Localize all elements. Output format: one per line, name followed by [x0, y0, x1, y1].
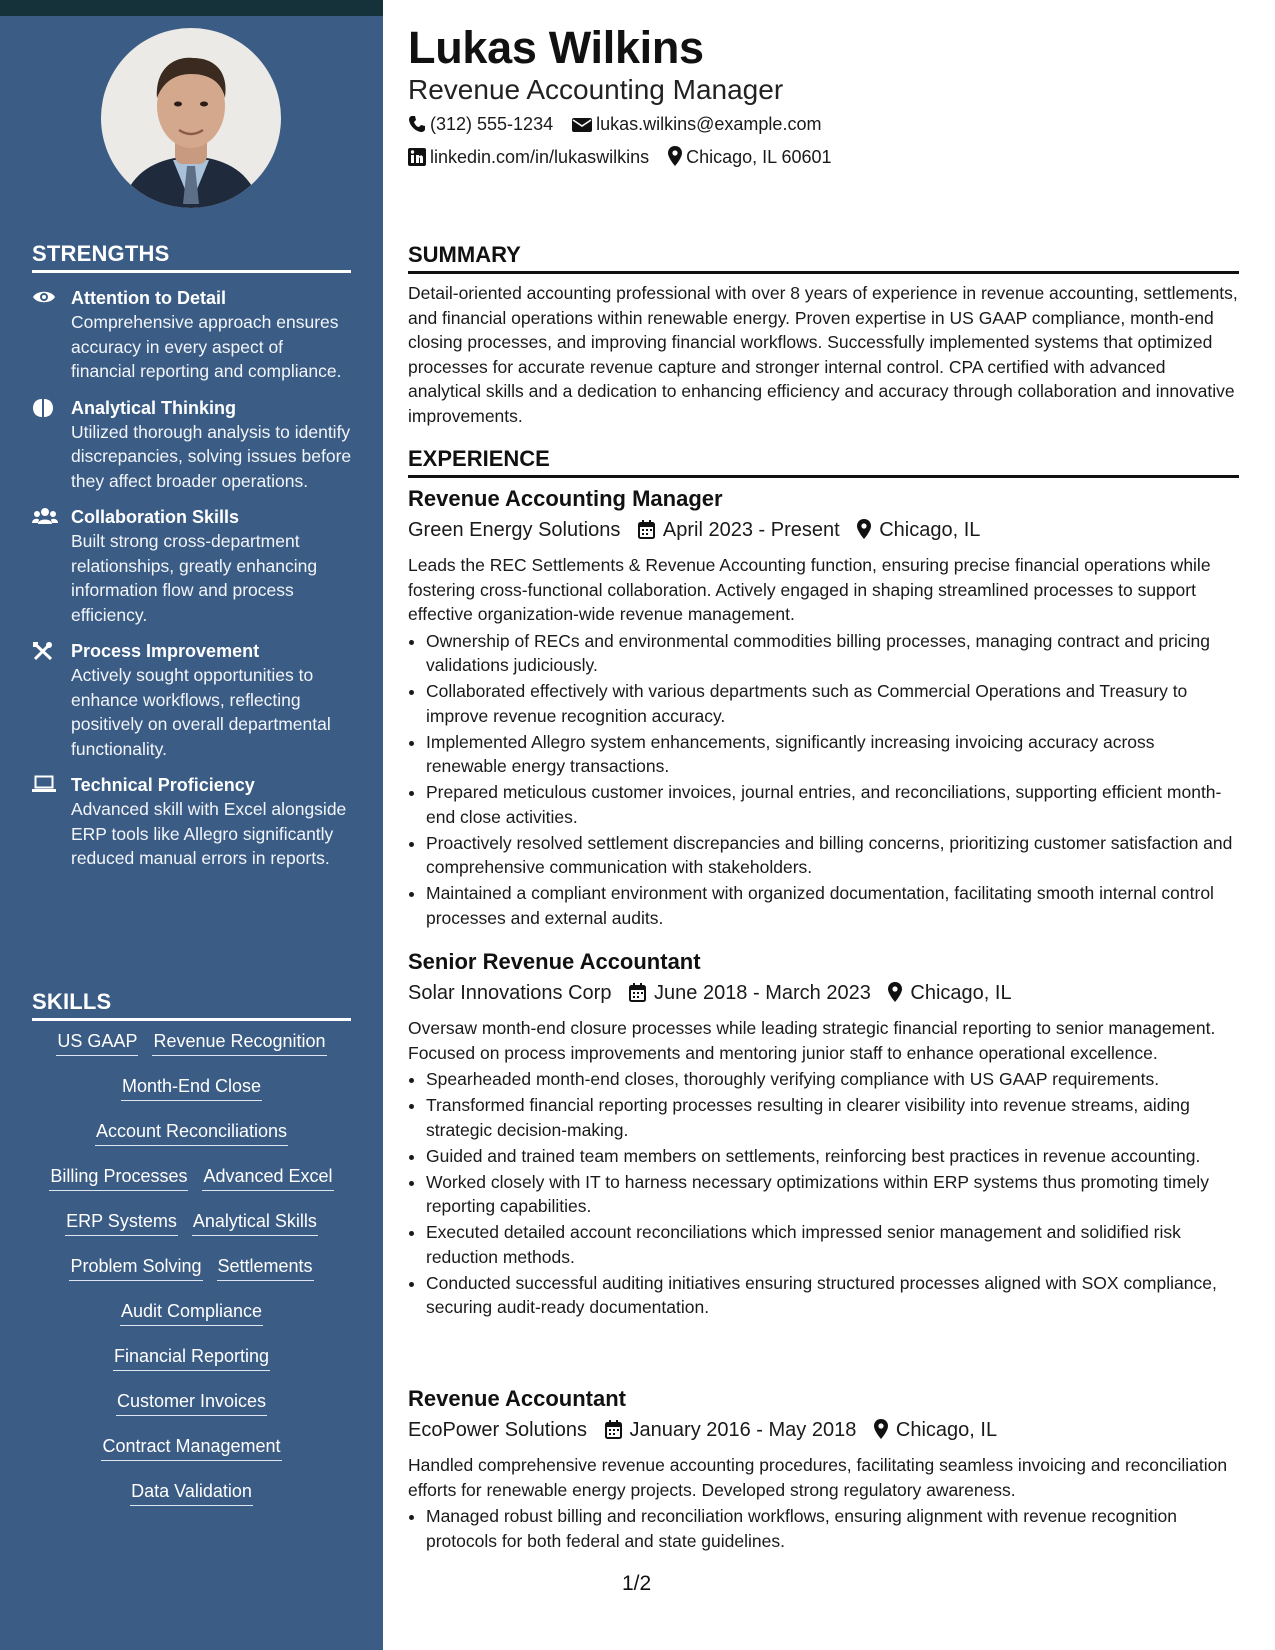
- skill-tag: Financial Reporting: [113, 1345, 270, 1371]
- calendar-icon: [605, 1417, 622, 1449]
- phone-icon: [408, 115, 426, 138]
- bullet-item: • Collaborated effectively with various departments such as Commercial Operations and Treasury to improve revenue recognition accuracy.: [426, 679, 1239, 728]
- bullet-item: • Proactively resolved settlement discrepancies and billing concerns, prioritizing customer satisfaction and comprehensive communication with stakeholders.: [426, 831, 1239, 880]
- bullet-item: • Ownership of RECs and environmental commodities billing processes, managing contract and pricing validations judiciously.: [426, 629, 1239, 678]
- map-pin-icon: [874, 1417, 888, 1449]
- job-location: Chicago, IL: [910, 982, 1012, 1004]
- job-bullets: [408, 1067, 1239, 1320]
- brain-icon: [32, 398, 56, 418]
- users-icon: [32, 507, 56, 527]
- location-text: Chicago, IL 60601: [686, 147, 832, 167]
- candidate-title: Revenue Accounting Manager: [408, 74, 784, 105]
- skill-tag: Account Reconciliations: [95, 1120, 288, 1146]
- job-description: Leads the REC Settlements & Revenue Accounting function, ensuring precise financial operations while fostering cross-functional collaboration. Actively engaged in shaping streamlined processes to support effective organization-wide revenue management.: [408, 555, 1211, 624]
- job-meta: [408, 1414, 1239, 1449]
- skill-tag: Advanced Excel: [202, 1165, 333, 1191]
- strengths-list: [32, 286, 352, 883]
- summary-text: Detail-oriented accounting professional with over 8 years of experience in revenue accounting, settlements, and financial operations within renewable energy. Proven expertise in US GAAP compliance, month-end closing processes, and improving financial workflows. Successfully implemented systems that optimized processes for accurate revenue capture and stronger internal control. CPA certified with advanced analytical skills and a dedication to enhancing efficiency and accuracy through collaboration and innovative improvements.: [408, 283, 1238, 426]
- strengths-heading: STRENGTHS: [32, 241, 351, 273]
- strength-description: Actively sought opportunities to enhance workflows, reflecting positively on overall departmental functionality.: [71, 665, 331, 759]
- strength-item: [32, 505, 352, 627]
- map-pin-icon: [857, 517, 871, 549]
- bullet-item: • Guided and trained team members on settlements, reinforcing best practices in revenue accounting.: [426, 1144, 1239, 1169]
- skill-tag: Billing Processes: [49, 1165, 188, 1191]
- job-role: Revenue Accounting Manager: [408, 486, 723, 511]
- skill-tag: US GAAP: [56, 1030, 138, 1056]
- bullet-item: • Prepared meticulous customer invoices, journal entries, and reconciliations, supporting efficient month-end close activities.: [426, 780, 1239, 829]
- job-role: Revenue Accountant: [408, 1386, 627, 1411]
- skill-tag: Settlements: [217, 1255, 314, 1281]
- skill-tag: Analytical Skills: [192, 1210, 318, 1236]
- job-entry: [408, 1384, 1239, 1555]
- skill-tag: Audit Compliance: [120, 1300, 263, 1326]
- candidate-name: Lukas Wilkins: [408, 22, 704, 73]
- laptop-icon: [32, 775, 56, 795]
- skills-heading: SKILLS: [32, 989, 351, 1021]
- job-entry: [408, 484, 1239, 932]
- location-contact: [668, 147, 831, 167]
- job-location: Chicago, IL: [895, 1419, 998, 1441]
- job-meta: [408, 514, 1239, 549]
- bullet-item: • Executed detailed account reconciliations which impressed senior management and solidified risk reduction methods.: [426, 1220, 1239, 1269]
- eye-icon: [32, 288, 56, 308]
- skill-tag: ERP Systems: [65, 1210, 178, 1236]
- map-pin-icon: [668, 146, 682, 171]
- tools-icon: [32, 641, 56, 661]
- job-dates: June 2018 - March 2023: [654, 982, 871, 1004]
- skill-tag: Revenue Recognition: [152, 1030, 326, 1056]
- strength-title: Attention to Detail: [71, 288, 226, 308]
- contact-row-1: [408, 114, 835, 138]
- strength-title: Technical Proficiency: [71, 775, 255, 795]
- job-location: Chicago, IL: [879, 519, 981, 541]
- contact-row-2: [408, 146, 846, 171]
- bullet-item: • Conducted successful auditing initiatives ensuring structured processes aligned with SOX compliance, securing audit-ready documentation.: [426, 1271, 1239, 1320]
- linkedin-icon: [408, 148, 426, 171]
- bullet-item: • Spearheaded month-end closes, thoroughly verifying compliance with US GAAP requirements.: [426, 1067, 1239, 1092]
- phone-contact[interactable]: [408, 114, 558, 134]
- skill-tag: Contract Management: [101, 1435, 281, 1461]
- experience-heading: EXPERIENCE: [408, 446, 1239, 478]
- summary-heading: SUMMARY: [408, 242, 1239, 274]
- strength-title: Collaboration Skills: [71, 507, 240, 527]
- bullet-item: • Transformed financial reporting processes resulting in clearer visibility into revenue streams, aiding strategic decision-making.: [426, 1093, 1239, 1142]
- bullet-item: • Worked closely with IT to harness necessary optimizations within ERP systems thus promoting timely reporting capabilities.: [426, 1170, 1239, 1219]
- phone-number: (312) 555-1234: [430, 114, 554, 134]
- skill-tag: Data Validation: [130, 1480, 253, 1506]
- bullet-item: • Maintained a compliant environment with organized documentation, facilitating smooth internal control processes and external audits.: [426, 881, 1239, 930]
- job-meta: [408, 977, 1239, 1012]
- strength-description: Advanced skill with Excel alongside ERP tools like Allegro significantly reduced manual errors in reports.: [71, 799, 347, 868]
- strength-item: [32, 396, 352, 494]
- strength-item: [32, 286, 352, 384]
- bullet-item: • Managed robust billing and reconciliation workflows, ensuring alignment with revenue recognition protocols for both federal and state guidelines.: [426, 1504, 1239, 1553]
- strength-item: [32, 639, 352, 761]
- linkedin-url: linkedin.com/in/lukaswilkins: [430, 147, 650, 167]
- strength-description: Utilized thorough analysis to identify discrepancies, solving issues before they affect broader operations.: [71, 421, 352, 491]
- strength-title: Process Improvement: [71, 641, 260, 661]
- skill-tag: Customer Invoices: [116, 1390, 267, 1416]
- job-entry: [408, 947, 1239, 1321]
- job-description: Handled comprehensive revenue accounting procedures, facilitating seamless invoicing and reconciliation efforts for renewable energy projects. Developed strong regulatory awareness.: [408, 1455, 1228, 1500]
- strength-title: Analytical Thinking: [71, 397, 237, 418]
- bullet-item: • Implemented Allegro system enhancements, significantly increasing invoicing accuracy across renewable energy transactions.: [426, 730, 1239, 779]
- email-address: lukas.wilkins@example.com: [596, 114, 822, 134]
- company-name: Solar Innovations Corp: [408, 982, 612, 1004]
- skill-tag: Problem Solving: [69, 1255, 202, 1281]
- page-number: 1/2: [622, 1572, 652, 1595]
- company-name: Green Energy Solutions: [408, 519, 621, 541]
- company-name: EcoPower Solutions: [408, 1419, 587, 1441]
- calendar-icon: [629, 980, 646, 1012]
- job-dates: April 2023 - Present: [662, 519, 840, 541]
- map-pin-icon: [888, 980, 902, 1012]
- job-bullets: [408, 629, 1239, 931]
- strength-description: Built strong cross-department relationships, greatly enhancing information flow and process efficiency.: [71, 531, 318, 625]
- skill-tag: Month-End Close: [121, 1075, 262, 1101]
- linkedin-contact[interactable]: [408, 147, 654, 167]
- sidebar-top-bar: [0, 0, 383, 16]
- skills-list: [32, 1030, 351, 1525]
- calendar-icon: [638, 517, 655, 549]
- strength-description: Comprehensive approach ensures accuracy in every aspect of financial reporting and compliance.: [71, 312, 342, 381]
- job-role: Senior Revenue Accountant: [408, 949, 701, 974]
- job-dates: January 2016 - May 2018: [629, 1419, 857, 1441]
- profile-photo: [101, 28, 281, 208]
- envelope-icon: [572, 117, 592, 138]
- email-contact[interactable]: [572, 114, 821, 134]
- job-bullets: [408, 1504, 1239, 1553]
- strength-item: [32, 773, 352, 871]
- job-description: Oversaw month-end closure processes while leading strategic financial reporting to senior management. Focused on process improvements and mentoring junior staff to enhance operational excellence.: [408, 1018, 1216, 1063]
- sidebar: [0, 0, 383, 1650]
